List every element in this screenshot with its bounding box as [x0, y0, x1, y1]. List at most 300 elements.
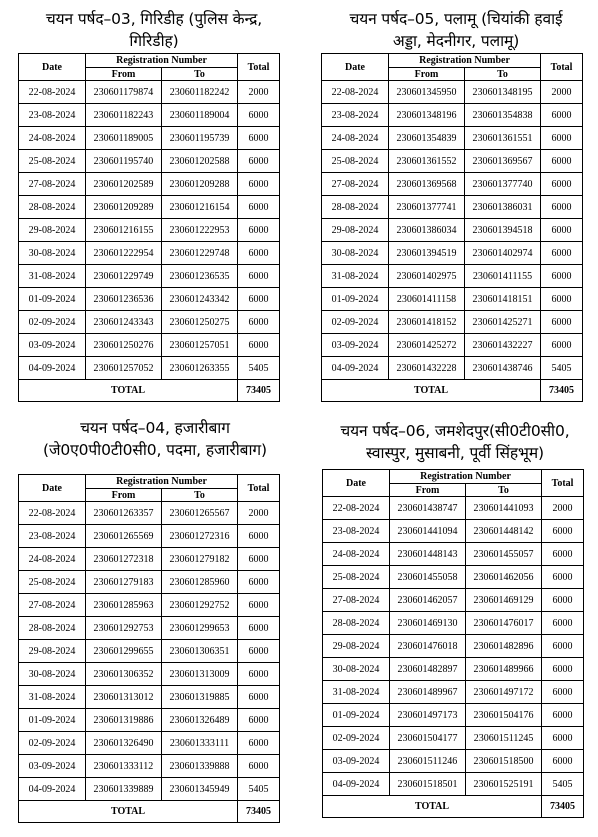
date-cell: 23-08-2024	[19, 525, 86, 548]
to-cell: 230601476017	[466, 612, 542, 635]
panel-heading-line: स्वास्पुर, मुसाबनी, पूर्वी सिंहभूम)	[366, 444, 544, 462]
total-cell: 2000	[541, 81, 583, 104]
from-cell: 230601299655	[86, 640, 162, 663]
table-row	[19, 594, 280, 617]
date-cell: 03-09-2024	[323, 750, 390, 773]
table-row	[19, 81, 280, 104]
date-cell: 02-09-2024	[19, 732, 86, 755]
to-cell: 230601202588	[162, 150, 238, 173]
date-cell: 02-09-2024	[19, 311, 86, 334]
from-cell: 230601455058	[390, 566, 466, 589]
total-cell: 5405	[238, 357, 280, 380]
table-row	[323, 566, 584, 589]
to-header: To	[466, 484, 542, 497]
table-row	[19, 311, 280, 334]
table-row	[323, 635, 584, 658]
date-cell: 25-08-2024	[323, 566, 390, 589]
to-cell: 230601518500	[466, 750, 542, 773]
registration-number-header: Registration Number	[86, 54, 238, 68]
table-row	[323, 681, 584, 704]
total-cell: 6000	[238, 709, 280, 732]
date-cell: 22-08-2024	[322, 81, 389, 104]
total-cell: 6000	[542, 520, 584, 543]
table-row	[19, 334, 280, 357]
total-cell: 5405	[542, 773, 584, 796]
from-cell: 230601432228	[389, 357, 465, 380]
total-cell: 6000	[542, 589, 584, 612]
date-cell: 03-09-2024	[322, 334, 389, 357]
from-header: From	[390, 484, 466, 497]
to-cell: 230601189004	[162, 104, 238, 127]
table-row	[322, 357, 583, 380]
from-cell: 230601257052	[86, 357, 162, 380]
from-cell: 230601292753	[86, 617, 162, 640]
total-cell: 6000	[541, 311, 583, 334]
registration-table	[18, 474, 280, 823]
table-row	[19, 571, 280, 594]
to-cell: 230601386031	[465, 196, 541, 219]
to-cell: 230601525191	[466, 773, 542, 796]
to-cell: 230601236535	[162, 265, 238, 288]
to-cell: 230601361551	[465, 127, 541, 150]
total-cell: 6000	[238, 571, 280, 594]
date-cell: 29-08-2024	[19, 219, 86, 242]
to-cell: 230601299653	[162, 617, 238, 640]
date-cell: 22-08-2024	[323, 497, 390, 520]
total-cell: 6000	[541, 265, 583, 288]
table-row	[323, 773, 584, 796]
from-cell: 230601285963	[86, 594, 162, 617]
table-row	[322, 288, 583, 311]
registration-number-header: Registration Number	[389, 54, 541, 68]
total-cell: 6000	[541, 127, 583, 150]
to-cell: 230601222953	[162, 219, 238, 242]
to-cell: 230601441093	[466, 497, 542, 520]
total-cell: 6000	[238, 150, 280, 173]
panel-heading-palamu	[320, 8, 592, 52]
from-cell: 230601333112	[86, 755, 162, 778]
total-cell: 6000	[542, 543, 584, 566]
table-row	[323, 589, 584, 612]
from-cell: 230601195740	[86, 150, 162, 173]
total-cell: 6000	[238, 686, 280, 709]
table-row	[19, 502, 280, 525]
from-cell: 230601306352	[86, 663, 162, 686]
from-cell: 230601272318	[86, 548, 162, 571]
panel-heading-hazaribagh	[10, 417, 300, 461]
from-cell: 230601438747	[390, 497, 466, 520]
total-cell: 6000	[238, 127, 280, 150]
date-cell: 22-08-2024	[19, 502, 86, 525]
registration-number-header: Registration Number	[390, 470, 542, 484]
total-cell: 6000	[238, 548, 280, 571]
date-cell: 31-08-2024	[323, 681, 390, 704]
table-row	[19, 357, 280, 380]
total-cell: 6000	[542, 727, 584, 750]
total-cell: 2000	[238, 81, 280, 104]
total-cell: 6000	[238, 219, 280, 242]
total-cell: 2000	[238, 502, 280, 525]
from-cell: 230601377741	[389, 196, 465, 219]
total-cell: 6000	[238, 663, 280, 686]
date-cell: 03-09-2024	[19, 334, 86, 357]
from-cell: 230601425272	[389, 334, 465, 357]
date-cell: 22-08-2024	[19, 81, 86, 104]
from-header: From	[389, 68, 465, 81]
date-cell: 25-08-2024	[19, 571, 86, 594]
date-cell: 31-08-2024	[322, 265, 389, 288]
table-row	[322, 219, 583, 242]
date-cell: 28-08-2024	[19, 617, 86, 640]
panel-heading-line: (जे0ए0पी0टी0सी0, पदमा, हजारीबाग)	[43, 441, 267, 459]
to-cell: 230601354838	[465, 104, 541, 127]
table-row	[19, 732, 280, 755]
total-cell: 6000	[542, 612, 584, 635]
from-cell: 230601386034	[389, 219, 465, 242]
table-row	[19, 150, 280, 173]
from-cell: 230601179874	[86, 81, 162, 104]
from-cell: 230601326490	[86, 732, 162, 755]
date-header: Date	[322, 54, 389, 81]
total-cell: 6000	[542, 704, 584, 727]
total-cell: 6000	[238, 196, 280, 219]
total-cell: 6000	[542, 566, 584, 589]
date-cell: 30-08-2024	[322, 242, 389, 265]
to-cell: 230601195739	[162, 127, 238, 150]
date-cell: 03-09-2024	[19, 755, 86, 778]
total-cell: 5405	[541, 357, 583, 380]
grand-total-value: 73405	[238, 801, 280, 823]
to-cell: 230601250275	[162, 311, 238, 334]
date-cell: 30-08-2024	[19, 242, 86, 265]
to-cell: 230601279182	[162, 548, 238, 571]
table-row	[19, 242, 280, 265]
table-row	[323, 612, 584, 635]
date-cell: 02-09-2024	[322, 311, 389, 334]
date-cell: 04-09-2024	[19, 357, 86, 380]
from-cell: 230601209289	[86, 196, 162, 219]
table-row	[323, 497, 584, 520]
table-row	[19, 104, 280, 127]
to-cell: 230601448142	[466, 520, 542, 543]
registration-table	[322, 469, 584, 818]
from-cell: 230601345950	[389, 81, 465, 104]
from-cell: 230601369568	[389, 173, 465, 196]
total-cell: 6000	[238, 265, 280, 288]
date-cell: 23-08-2024	[322, 104, 389, 127]
table-row	[323, 704, 584, 727]
date-cell: 01-09-2024	[19, 709, 86, 732]
total-cell: 6000	[238, 242, 280, 265]
to-cell: 230601265567	[162, 502, 238, 525]
to-cell: 230601369567	[465, 150, 541, 173]
total-cell: 6000	[541, 196, 583, 219]
table-row	[19, 548, 280, 571]
table-row	[323, 750, 584, 773]
total-cell: 6000	[238, 732, 280, 755]
to-cell: 230601438746	[465, 357, 541, 380]
total-cell: 6000	[238, 640, 280, 663]
to-cell: 230601209288	[162, 173, 238, 196]
from-cell: 230601497173	[390, 704, 466, 727]
date-cell: 30-08-2024	[323, 658, 390, 681]
to-cell: 230601313009	[162, 663, 238, 686]
total-cell: 6000	[238, 104, 280, 127]
table-row	[322, 311, 583, 334]
to-cell: 230601339888	[162, 755, 238, 778]
date-cell: 27-08-2024	[323, 589, 390, 612]
from-cell: 230601222954	[86, 242, 162, 265]
total-cell: 6000	[542, 658, 584, 681]
table-row	[19, 617, 280, 640]
date-cell: 31-08-2024	[19, 265, 86, 288]
date-cell: 28-08-2024	[322, 196, 389, 219]
table-row	[322, 265, 583, 288]
panel-heading-jamshedpur	[312, 420, 598, 464]
from-cell: 230601418152	[389, 311, 465, 334]
from-cell: 230601394519	[389, 242, 465, 265]
to-cell: 230601511245	[466, 727, 542, 750]
to-cell: 230601394518	[465, 219, 541, 242]
total-cell: 6000	[238, 334, 280, 357]
from-cell: 230601441094	[390, 520, 466, 543]
to-cell: 230601319885	[162, 686, 238, 709]
table-row	[323, 520, 584, 543]
total-cell: 6000	[238, 173, 280, 196]
total-cell: 6000	[238, 525, 280, 548]
total-row-label: TOTAL	[19, 801, 238, 823]
panel-heading-line: चयन पर्षद–03, गिरिडीह (पुलिस केन्द्र,	[45, 10, 263, 28]
total-cell: 6000	[238, 755, 280, 778]
to-cell: 230601263355	[162, 357, 238, 380]
date-header: Date	[323, 470, 390, 497]
from-cell: 230601339889	[86, 778, 162, 801]
date-cell: 29-08-2024	[322, 219, 389, 242]
from-cell: 230601236536	[86, 288, 162, 311]
to-cell: 230601216154	[162, 196, 238, 219]
to-cell: 230601418151	[465, 288, 541, 311]
panel-heading-line: अड्डा, मेदनीगर, पलामू)	[392, 32, 520, 50]
grand-total-value: 73405	[542, 796, 584, 818]
from-cell: 230601489967	[390, 681, 466, 704]
date-cell: 02-09-2024	[323, 727, 390, 750]
to-cell: 230601489966	[466, 658, 542, 681]
from-cell: 230601448143	[390, 543, 466, 566]
total-cell: 6000	[238, 594, 280, 617]
from-cell: 230601202589	[86, 173, 162, 196]
to-cell: 230601326489	[162, 709, 238, 732]
date-header: Date	[19, 475, 86, 502]
from-cell: 230601313012	[86, 686, 162, 709]
table-row	[19, 686, 280, 709]
table-row	[19, 525, 280, 548]
to-cell: 230601229748	[162, 242, 238, 265]
table-row	[19, 127, 280, 150]
table-row	[19, 196, 280, 219]
table-row	[19, 219, 280, 242]
total-row-label: TOTAL	[322, 380, 541, 402]
date-cell: 28-08-2024	[323, 612, 390, 635]
panel-heading-giridih	[18, 8, 290, 52]
date-cell: 01-09-2024	[19, 288, 86, 311]
total-cell: 6000	[542, 750, 584, 773]
table-row	[322, 104, 583, 127]
total-row	[323, 796, 584, 818]
table-row	[19, 663, 280, 686]
total-header: Total	[238, 475, 280, 502]
to-cell: 230601285960	[162, 571, 238, 594]
to-cell: 230601345949	[162, 778, 238, 801]
from-cell: 230601462057	[390, 589, 466, 612]
to-cell: 230601425271	[465, 311, 541, 334]
from-cell: 230601348196	[389, 104, 465, 127]
to-cell: 230601243342	[162, 288, 238, 311]
panel-heading-line: चयन पर्षद–04, हजारीबाग	[80, 419, 230, 437]
to-header: To	[465, 68, 541, 81]
to-cell: 230601402974	[465, 242, 541, 265]
from-cell: 230601216155	[86, 219, 162, 242]
panel-heading-line: चयन पर्षद–05, पलामू (चियांकी हवाई	[349, 10, 563, 28]
date-cell: 23-08-2024	[19, 104, 86, 127]
total-cell: 6000	[541, 173, 583, 196]
date-cell: 29-08-2024	[323, 635, 390, 658]
to-cell: 230601504176	[466, 704, 542, 727]
total-row	[19, 380, 280, 402]
date-cell: 25-08-2024	[19, 150, 86, 173]
to-cell: 230601333111	[162, 732, 238, 755]
date-cell: 28-08-2024	[19, 196, 86, 219]
from-cell: 230601482897	[390, 658, 466, 681]
table-row	[322, 173, 583, 196]
from-cell: 230601265569	[86, 525, 162, 548]
table-row	[19, 709, 280, 732]
to-cell: 230601455057	[466, 543, 542, 566]
date-cell: 29-08-2024	[19, 640, 86, 663]
grand-total-value: 73405	[238, 380, 280, 402]
to-cell: 230601411155	[465, 265, 541, 288]
to-cell: 230601462056	[466, 566, 542, 589]
from-header: From	[86, 68, 162, 81]
grand-total-value: 73405	[541, 380, 583, 402]
from-cell: 230601243343	[86, 311, 162, 334]
table-row	[19, 265, 280, 288]
to-cell: 230601482896	[466, 635, 542, 658]
table-row	[322, 334, 583, 357]
total-row	[19, 801, 280, 823]
date-cell: 04-09-2024	[323, 773, 390, 796]
to-cell: 230601257051	[162, 334, 238, 357]
from-cell: 230601511246	[390, 750, 466, 773]
total-cell: 6000	[541, 219, 583, 242]
total-header: Total	[541, 54, 583, 81]
from-cell: 230601476018	[390, 635, 466, 658]
table-row	[322, 150, 583, 173]
table-row	[19, 778, 280, 801]
from-cell: 230601411158	[389, 288, 465, 311]
to-header: To	[162, 489, 238, 502]
to-cell: 230601292752	[162, 594, 238, 617]
table-row	[322, 81, 583, 104]
table-row	[19, 173, 280, 196]
total-cell: 6000	[541, 242, 583, 265]
date-header: Date	[19, 54, 86, 81]
to-cell: 230601182242	[162, 81, 238, 104]
from-cell: 230601279183	[86, 571, 162, 594]
to-cell: 230601469129	[466, 589, 542, 612]
from-cell: 230601402975	[389, 265, 465, 288]
date-cell: 04-09-2024	[322, 357, 389, 380]
registration-table	[18, 53, 280, 402]
total-cell: 6000	[542, 681, 584, 704]
date-cell: 01-09-2024	[323, 704, 390, 727]
from-cell: 230601504177	[390, 727, 466, 750]
date-cell: 27-08-2024	[322, 173, 389, 196]
total-cell: 6000	[541, 104, 583, 127]
total-cell: 2000	[542, 497, 584, 520]
from-cell: 230601182243	[86, 104, 162, 127]
date-cell: 24-08-2024	[19, 548, 86, 571]
total-header: Total	[238, 54, 280, 81]
date-cell: 31-08-2024	[19, 686, 86, 709]
table-row	[19, 755, 280, 778]
date-cell: 24-08-2024	[322, 127, 389, 150]
date-cell: 23-08-2024	[323, 520, 390, 543]
to-header: To	[162, 68, 238, 81]
table-row	[19, 640, 280, 663]
total-header: Total	[542, 470, 584, 497]
to-cell: 230601306351	[162, 640, 238, 663]
registration-number-header: Registration Number	[86, 475, 238, 489]
to-cell: 230601497172	[466, 681, 542, 704]
date-cell: 27-08-2024	[19, 173, 86, 196]
to-cell: 230601377740	[465, 173, 541, 196]
from-cell: 230601361552	[389, 150, 465, 173]
total-cell: 6000	[541, 288, 583, 311]
date-cell: 27-08-2024	[19, 594, 86, 617]
total-row-label: TOTAL	[323, 796, 542, 818]
to-cell: 230601432227	[465, 334, 541, 357]
from-cell: 230601469130	[390, 612, 466, 635]
to-cell: 230601272316	[162, 525, 238, 548]
total-row	[322, 380, 583, 402]
from-cell: 230601518501	[390, 773, 466, 796]
from-cell: 230601250276	[86, 334, 162, 357]
from-cell: 230601319886	[86, 709, 162, 732]
from-cell: 230601229749	[86, 265, 162, 288]
total-cell: 5405	[238, 778, 280, 801]
panel-heading-line: चयन पर्षद–06, जमशेदपुर(सी0टी0सी0,	[340, 422, 570, 440]
table-row	[322, 242, 583, 265]
total-cell: 6000	[238, 311, 280, 334]
table-row	[323, 543, 584, 566]
table-row	[19, 288, 280, 311]
total-cell: 6000	[541, 334, 583, 357]
date-cell: 01-09-2024	[322, 288, 389, 311]
from-header: From	[86, 489, 162, 502]
from-cell: 230601189005	[86, 127, 162, 150]
total-row-label: TOTAL	[19, 380, 238, 402]
total-cell: 6000	[542, 635, 584, 658]
from-cell: 230601354839	[389, 127, 465, 150]
to-cell: 230601348195	[465, 81, 541, 104]
table-row	[322, 127, 583, 150]
registration-table	[321, 53, 583, 402]
date-cell: 04-09-2024	[19, 778, 86, 801]
date-cell: 24-08-2024	[323, 543, 390, 566]
date-cell: 25-08-2024	[322, 150, 389, 173]
date-cell: 24-08-2024	[19, 127, 86, 150]
from-cell: 230601263357	[86, 502, 162, 525]
